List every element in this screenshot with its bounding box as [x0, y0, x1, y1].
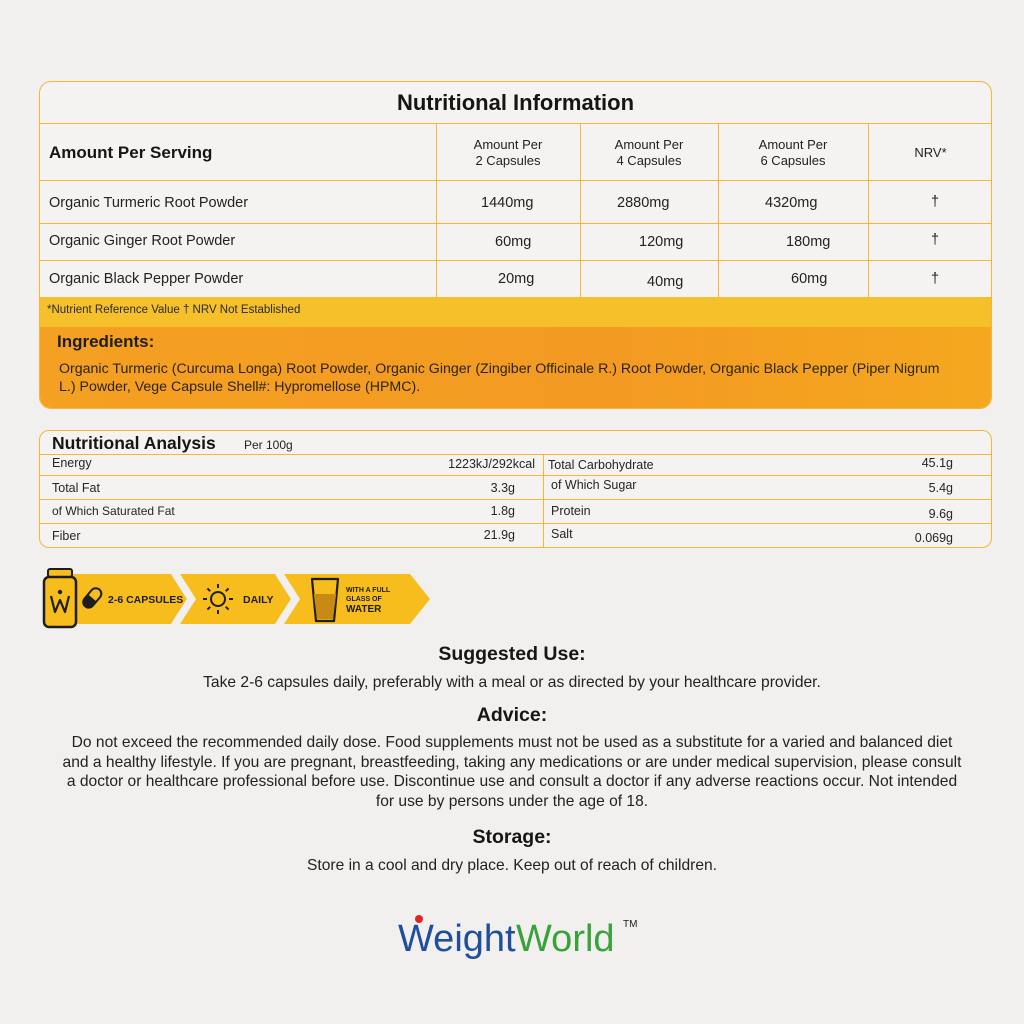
- row-value: 180mg: [786, 234, 831, 250]
- analysis-label-total-carbohydrate: Total Carbohydrate: [548, 458, 654, 472]
- usage-water-line2: GLASS OF: [346, 596, 382, 603]
- usage-daily-label: DAILY: [243, 594, 274, 606]
- column-header-2-capsules: [436, 137, 580, 169]
- analysis-value-sugar: 5.4g: [928, 481, 953, 495]
- row-name-black-pepper: Organic Black Pepper Powder: [49, 271, 244, 287]
- table-rule: [543, 454, 544, 548]
- storage-text: Store in a cool and dry place. Keep out of reach of children.: [306, 857, 718, 874]
- row-value: 4320mg: [765, 195, 818, 211]
- analysis-value-saturated-fat: 1.8g: [490, 504, 515, 518]
- column-header-4-capsules: [580, 137, 718, 169]
- table-rule: [40, 499, 991, 500]
- analysis-label-fiber: Fiber: [52, 529, 81, 543]
- nutritional-analysis-per: Per 100g: [244, 438, 293, 452]
- logo-word-world: World: [516, 918, 615, 960]
- amount-per-serving-label: Amount Per Serving: [49, 143, 213, 162]
- analysis-label-saturated-fat: of Which Saturated Fat: [52, 504, 175, 518]
- row-name-ginger: Organic Ginger Root Powder: [49, 233, 236, 249]
- supplement-bottle-icon: [44, 569, 76, 627]
- logo-word-weight: Weight: [398, 918, 516, 960]
- table-rule: [40, 223, 991, 224]
- analysis-value-protein: 9.6g: [928, 507, 953, 521]
- ingredients-title: Ingredients:: [57, 332, 155, 351]
- table-rule: [40, 260, 991, 261]
- row-value: 40mg: [647, 274, 684, 290]
- row-name-turmeric: Organic Turmeric Root Powder: [49, 195, 249, 211]
- column-header-6-capsules: [718, 137, 868, 169]
- analysis-label-total-fat: Total Fat: [52, 481, 100, 495]
- suggested-use-title: Suggested Use:: [438, 643, 586, 665]
- analysis-value-fiber: 21.9g: [483, 528, 515, 542]
- column-header-line: 6 Capsules: [760, 153, 826, 168]
- usage-capsules-label: 2-6 CAPSULES: [108, 594, 184, 606]
- table-rule: [40, 123, 991, 124]
- column-header-line: 2 Capsules: [475, 153, 541, 168]
- row-value: 1440mg: [481, 195, 534, 211]
- table-rule: [40, 454, 991, 455]
- nutritional-information-table: [39, 81, 992, 409]
- nrv-note: *Nutrient Reference Value † NRV Not Established: [47, 304, 301, 316]
- weightworld-logo: [398, 905, 638, 965]
- analysis-label-salt: Salt: [551, 527, 573, 541]
- column-header-line: Amount Per: [473, 137, 543, 152]
- column-header-line: Amount Per: [614, 137, 684, 152]
- row-value: 2880mg: [617, 195, 670, 211]
- usage-water-line3: WATER: [346, 604, 382, 615]
- row-value: 20mg: [498, 271, 535, 287]
- row-value: 60mg: [495, 234, 532, 250]
- nutritional-information-title: Nutritional Information: [396, 90, 635, 115]
- table-rule: [40, 180, 991, 181]
- advice-text: Do not exceed the recommended daily dose. Food supplements must not be used as a substitute for a varied and balanced diet and a healthy lifestyle. If you are pregnant, breastfeeding, taking any medications or are under medical supervision, please consult a doctor or healthcare professional before use. Discontinue use and consult a doctor if any adverse reactions occur. Not intended for use by persons under the age of 18.: [62, 734, 962, 810]
- row-nrv-dagger: †: [931, 232, 940, 248]
- analysis-value-total-fat: 3.3g: [490, 481, 515, 495]
- usage-water-line1: WITH A FULL: [346, 587, 391, 594]
- usage-banner: [40, 566, 440, 632]
- banner-segment-daily: [180, 574, 292, 624]
- column-header-nrv: NRV*: [914, 145, 947, 160]
- analysis-label-energy: Energy: [52, 456, 92, 470]
- ingredients-text: Organic Turmeric (Curcuma Longa) Root Powder, Organic Ginger (Zingiber Officinale R.) Root Powder, Organic Black Pepper (Piper Nigrum L.) Powder, Vege Capsule Shell#: Hypromellose (HPMC).: [59, 361, 940, 395]
- nutritional-analysis-table: [39, 430, 992, 548]
- analysis-label-sugar: of Which Sugar: [551, 478, 637, 492]
- column-header-line: 4 Capsules: [616, 153, 682, 168]
- suggested-use-text: Take 2-6 capsules daily, preferably with a meal or as directed by your healthcare provider.: [203, 674, 821, 691]
- column-header-line: Amount Per: [758, 137, 828, 152]
- advice-title: Advice:: [476, 704, 548, 726]
- storage-title: Storage:: [472, 826, 552, 848]
- table-rule: [40, 523, 991, 524]
- analysis-label-protein: Protein: [551, 504, 591, 518]
- row-nrv-dagger: †: [931, 271, 940, 287]
- row-value: 60mg: [791, 271, 828, 287]
- logo-trademark: TM: [623, 919, 638, 930]
- table-rule: [40, 475, 991, 476]
- nrv-note-band: [40, 297, 991, 327]
- analysis-value-energy: 1223kJ/292kcal: [448, 457, 535, 471]
- analysis-value-salt: 0.069g: [914, 531, 953, 545]
- row-nrv-dagger: †: [931, 194, 940, 210]
- nutritional-analysis-title: Nutritional Analysis: [52, 433, 216, 453]
- ingredients-band: [40, 327, 991, 409]
- row-value: 120mg: [639, 234, 684, 250]
- analysis-value-total-carbohydrate: 45.1g: [921, 456, 953, 470]
